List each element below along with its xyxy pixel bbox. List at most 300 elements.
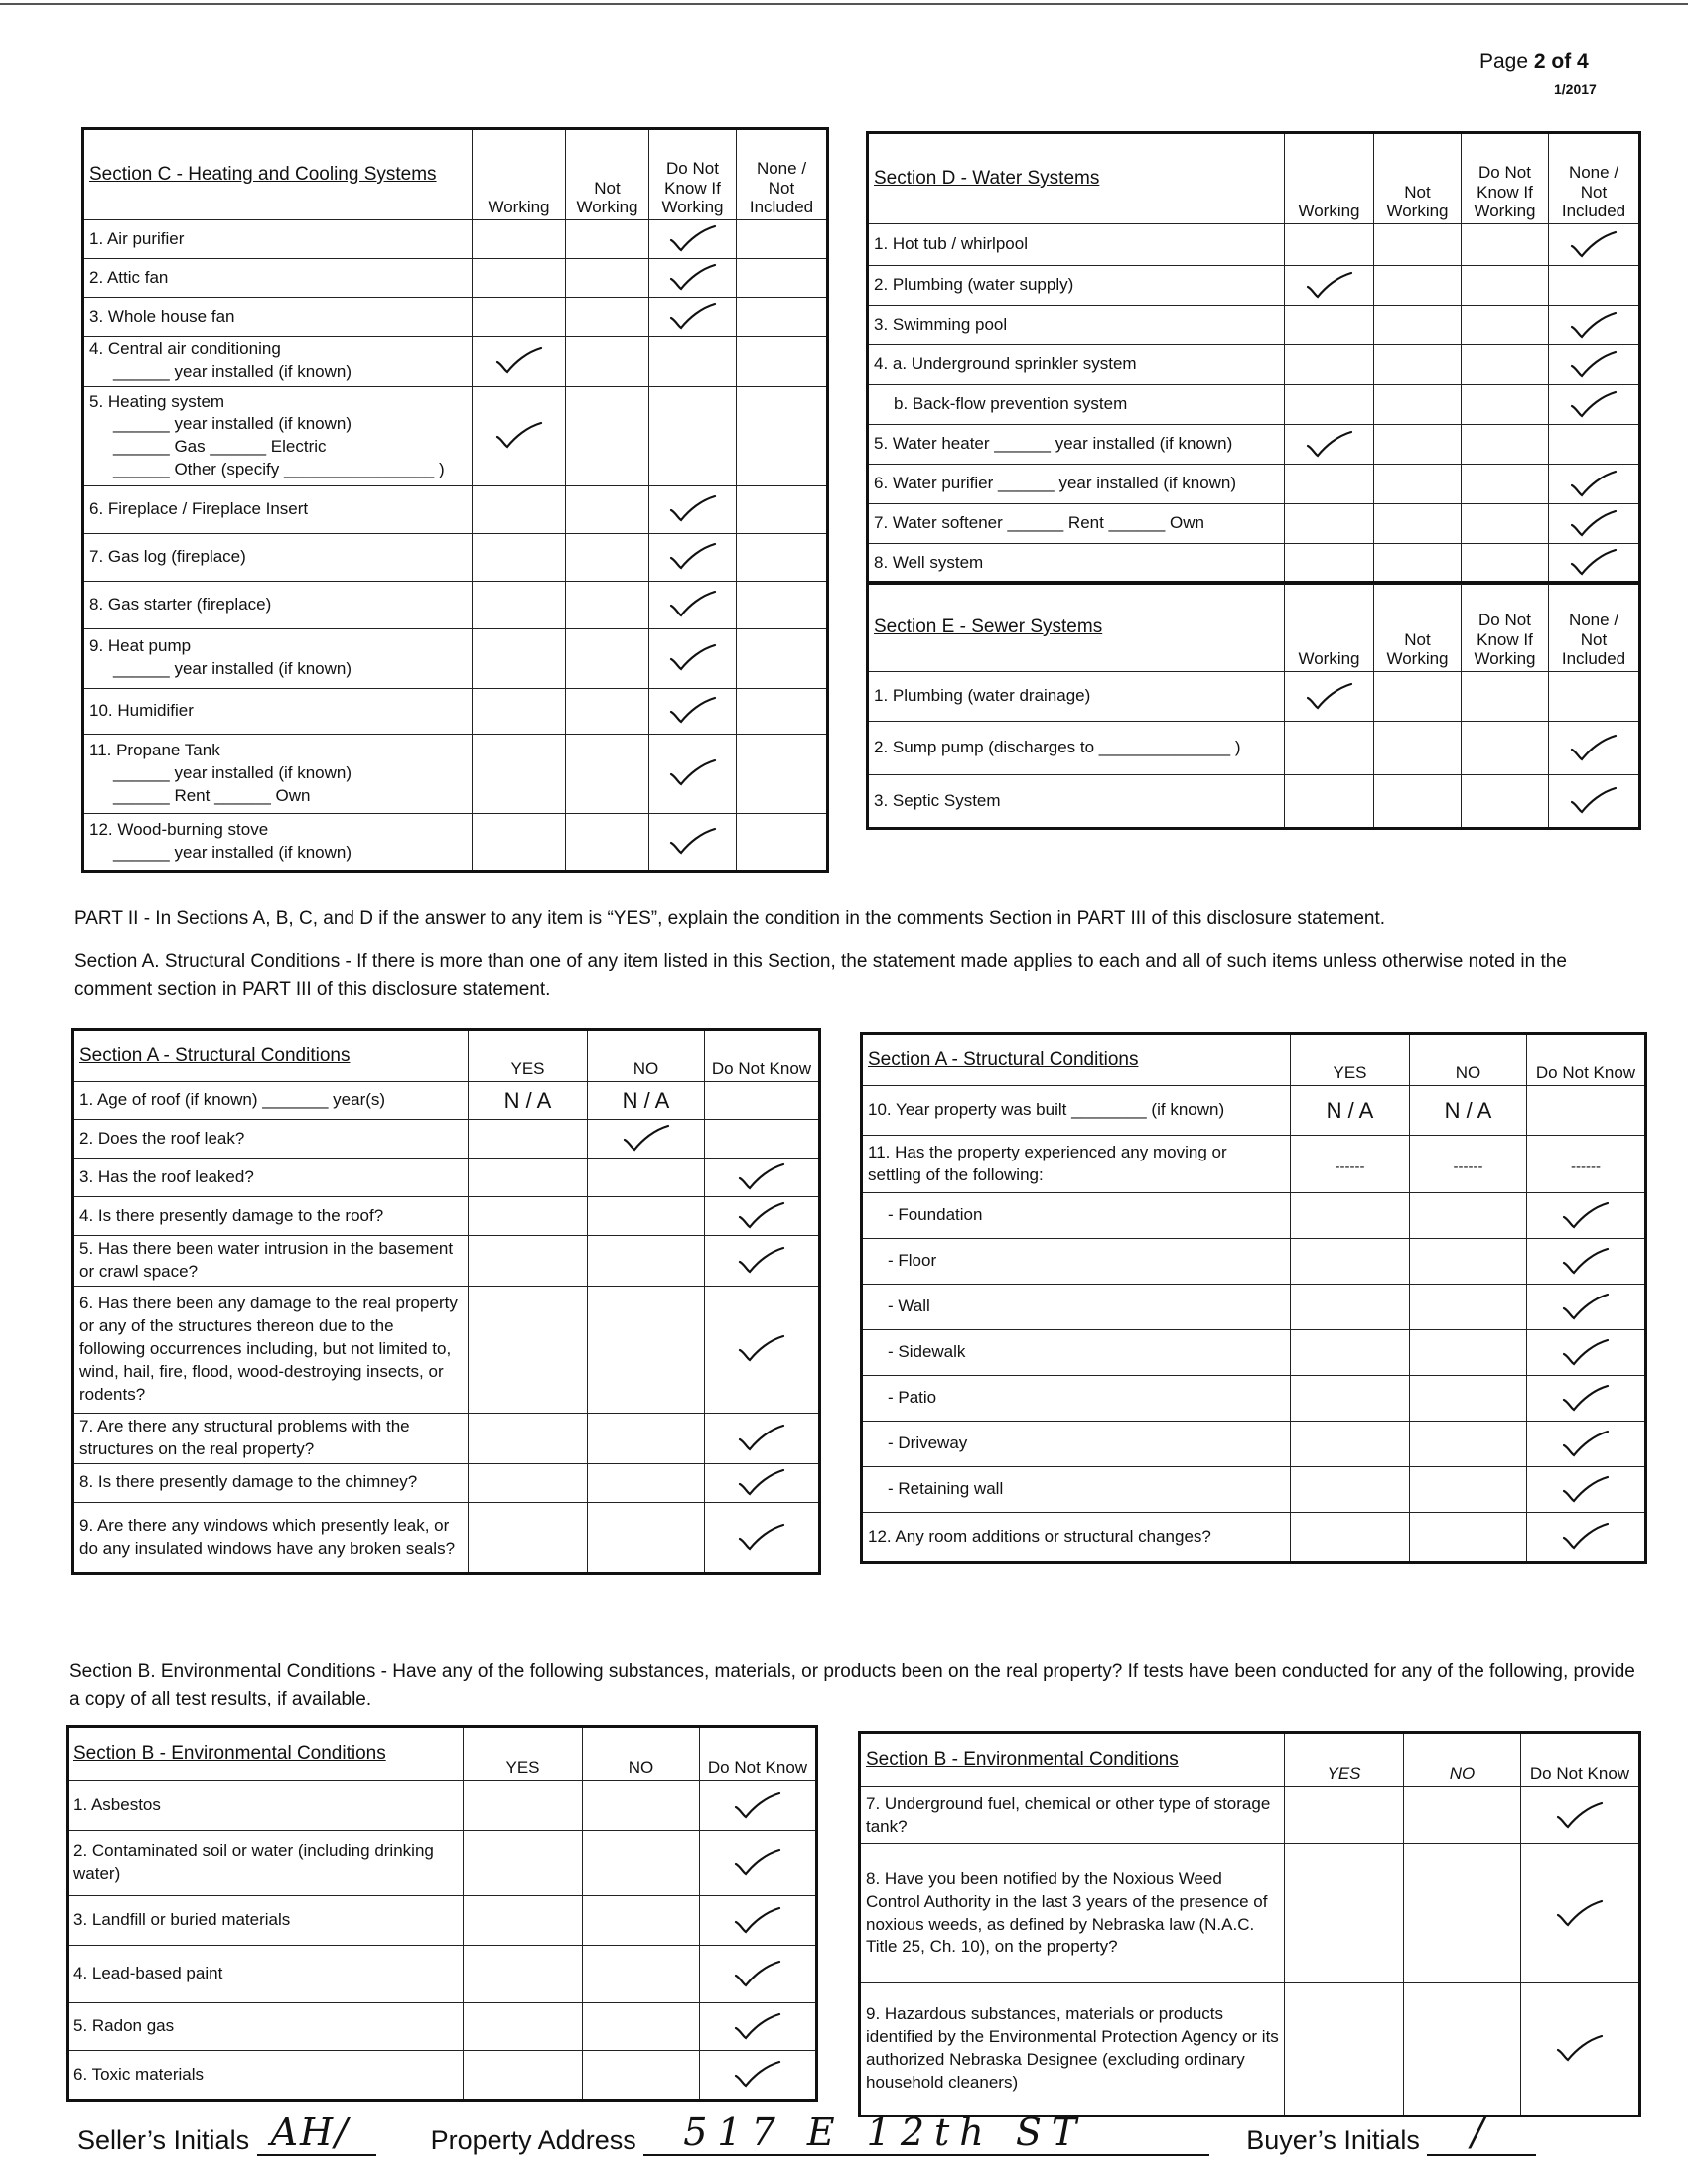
row-label bbox=[862, 1193, 1291, 1239]
answer-cell-dnk[interactable] bbox=[1521, 1983, 1640, 2116]
row-label-text: 3. Landfill or buried materials bbox=[73, 1910, 291, 1930]
section-a-intro-text: If there is more than one of any item listed in this Section, the statement made applies to each and all of such items unless otherwise noted in the comment section in PART III of this disclosure statement. bbox=[74, 951, 1567, 1000]
answer-cell-notworking[interactable] bbox=[566, 386, 649, 485]
row-label bbox=[860, 1787, 1285, 1844]
answer-cell-dnk[interactable] bbox=[705, 1082, 820, 1120]
col-no: NO bbox=[1404, 1733, 1521, 1787]
row-label bbox=[73, 1082, 469, 1120]
row-label bbox=[868, 722, 1285, 775]
answer-cell-yes[interactable] bbox=[464, 1946, 583, 2003]
answer-cell-yes[interactable] bbox=[1291, 1513, 1410, 1563]
answer-cell-notworking[interactable] bbox=[566, 220, 649, 259]
check-mark-icon bbox=[1554, 348, 1633, 382]
check-mark-icon bbox=[1554, 468, 1633, 501]
answer-cell-working[interactable] bbox=[1285, 544, 1374, 584]
answer-cell-no[interactable] bbox=[588, 1413, 705, 1463]
section-b-left-title: Section B - Environmental Conditions bbox=[68, 1727, 464, 1781]
answer-cell-yes[interactable] bbox=[469, 1159, 588, 1197]
answer-cell-dnk[interactable] bbox=[1462, 504, 1549, 544]
row-label bbox=[68, 1946, 464, 2003]
answer-cell-none[interactable] bbox=[1549, 722, 1640, 775]
row-label-text: 5. Water heater ______ year installed (if known) bbox=[874, 434, 1233, 454]
answer-cell-working[interactable] bbox=[1285, 345, 1374, 385]
answer-cell-notworking[interactable] bbox=[1374, 544, 1462, 584]
answer-cell-working[interactable] bbox=[1285, 385, 1374, 425]
answer-cell-no[interactable] bbox=[583, 1946, 700, 2003]
row-label bbox=[83, 298, 473, 337]
answer-cell-no[interactable] bbox=[1410, 1422, 1527, 1467]
answer-cell-dnk[interactable] bbox=[1462, 345, 1549, 385]
answer-cell-dnk[interactable] bbox=[705, 1159, 820, 1197]
answer-cell-notworking[interactable] bbox=[1374, 672, 1462, 722]
answer-text: ------ bbox=[1571, 1158, 1601, 1175]
table-row bbox=[83, 259, 828, 298]
section-a-right-table bbox=[860, 1032, 1647, 1564]
answer-cell-dnk[interactable] bbox=[1462, 544, 1549, 584]
answer-cell-dnk[interactable] bbox=[649, 533, 737, 581]
check-mark-icon bbox=[1554, 507, 1633, 541]
col-no: NO bbox=[1410, 1034, 1527, 1086]
answer-cell-no[interactable] bbox=[588, 1159, 705, 1197]
answer-cell-yes[interactable] bbox=[464, 1896, 583, 1946]
table-row bbox=[83, 581, 828, 628]
table-row bbox=[73, 1502, 820, 1573]
answer-cell-no[interactable] bbox=[588, 1236, 705, 1287]
check-mark-icon bbox=[1554, 732, 1633, 765]
answer-cell-yes[interactable] bbox=[1291, 1193, 1410, 1239]
row-label-text: 6. Toxic materials bbox=[73, 2064, 205, 2084]
answer-cell-notworking[interactable] bbox=[566, 485, 649, 533]
row-label-text: 10. Humidifier bbox=[89, 700, 194, 720]
answer-cell-dnk[interactable] bbox=[649, 688, 737, 734]
answer-cell-working[interactable] bbox=[473, 485, 566, 533]
answer-cell-yes[interactable] bbox=[469, 1413, 588, 1463]
table-row bbox=[83, 688, 828, 734]
answer-cell-no[interactable] bbox=[588, 1120, 705, 1159]
section-b-intro-lead: Section B. Environmental Conditions - bbox=[70, 1661, 393, 1682]
check-mark-icon bbox=[1532, 1473, 1639, 1507]
answer-cell-notworking[interactable] bbox=[1374, 266, 1462, 306]
row-sublabel: ______ year installed (if known) bbox=[113, 361, 352, 381]
row-label bbox=[868, 425, 1285, 465]
table-row bbox=[862, 1330, 1646, 1376]
check-mark-icon bbox=[1532, 1199, 1639, 1233]
check-mark-icon bbox=[1532, 1245, 1639, 1279]
answer-cell-working[interactable] bbox=[473, 734, 566, 813]
answer-cell-dnk[interactable] bbox=[700, 1896, 817, 1946]
answer-cell-notworking[interactable] bbox=[566, 533, 649, 581]
answer-cell-working[interactable] bbox=[473, 813, 566, 871]
answer-cell-none[interactable] bbox=[737, 813, 828, 871]
answer-cell-dnk[interactable] bbox=[1527, 1422, 1646, 1467]
row-label-text: 12. Wood-burning stove bbox=[89, 819, 269, 839]
answer-cell-no[interactable] bbox=[1410, 1193, 1527, 1239]
row-label bbox=[862, 1422, 1291, 1467]
answer-cell-dnk[interactable] bbox=[649, 485, 737, 533]
table-row bbox=[860, 1983, 1640, 2116]
answer-cell-none[interactable] bbox=[1549, 775, 1640, 829]
answer-cell-dnk[interactable] bbox=[1527, 1467, 1646, 1513]
check-mark-icon bbox=[1554, 784, 1633, 818]
answer-cell-yes[interactable] bbox=[1285, 1844, 1404, 1983]
col-not-working: Not Working bbox=[1374, 583, 1462, 672]
answer-cell-dnk[interactable] bbox=[649, 220, 737, 259]
answer-cell-notworking[interactable] bbox=[1374, 504, 1462, 544]
answer-cell-none[interactable] bbox=[737, 485, 828, 533]
row-label bbox=[868, 504, 1285, 544]
answer-cell-yes[interactable] bbox=[1291, 1285, 1410, 1330]
answer-cell-dnk[interactable] bbox=[1527, 1193, 1646, 1239]
answer-cell-dnk[interactable] bbox=[705, 1413, 820, 1463]
row-label bbox=[68, 2003, 464, 2051]
table-row bbox=[68, 1781, 817, 1831]
row-label bbox=[73, 1463, 469, 1502]
row-label bbox=[68, 1781, 464, 1831]
row-label bbox=[83, 813, 473, 871]
answer-cell-none[interactable] bbox=[737, 734, 828, 813]
answer-cell-none[interactable] bbox=[1549, 425, 1640, 465]
section-b-intro-text: Have any of the following substances, materials, or products been on the real property? If tests have been conducted for any of the following, provide a copy of all test results, if available. bbox=[70, 1661, 1635, 1709]
answer-cell-dnk[interactable] bbox=[649, 734, 737, 813]
row-label bbox=[83, 628, 473, 688]
row-label-text: b. Back-flow prevention system bbox=[894, 394, 1128, 414]
answer-cell-no[interactable] bbox=[1410, 1376, 1527, 1422]
check-mark-icon bbox=[1532, 1428, 1639, 1461]
answer-cell-working[interactable] bbox=[1285, 465, 1374, 504]
col-working: Working bbox=[1285, 133, 1374, 224]
table-row bbox=[868, 385, 1640, 425]
answer-cell-dnk[interactable] bbox=[1462, 465, 1549, 504]
answer-cell-none[interactable] bbox=[737, 628, 828, 688]
answer-cell-no[interactable] bbox=[1410, 1330, 1527, 1376]
answer-cell-none[interactable] bbox=[737, 220, 828, 259]
answer-cell-dnk[interactable] bbox=[705, 1120, 820, 1159]
answer-cell-dnk[interactable] bbox=[1527, 1086, 1646, 1136]
row-label bbox=[860, 1983, 1285, 2116]
answer-cell-no[interactable] bbox=[583, 1781, 700, 1831]
property-address-field[interactable] bbox=[643, 2111, 1209, 2156]
answer-cell-dnk[interactable] bbox=[649, 259, 737, 298]
answer-cell-working[interactable] bbox=[473, 386, 566, 485]
answer-cell-none[interactable] bbox=[1549, 504, 1640, 544]
row-label bbox=[862, 1136, 1291, 1193]
answer-cell-none[interactable] bbox=[1549, 306, 1640, 345]
answer-cell-dnk[interactable] bbox=[649, 581, 737, 628]
answer-cell-working[interactable] bbox=[1285, 722, 1374, 775]
answer-cell-yes[interactable] bbox=[1291, 1422, 1410, 1467]
row-label-text: - Driveway bbox=[888, 1433, 968, 1453]
table-row bbox=[862, 1086, 1646, 1136]
answer-cell-no[interactable] bbox=[588, 1197, 705, 1236]
row-label bbox=[68, 1831, 464, 1896]
answer-cell-dnk[interactable] bbox=[1521, 1787, 1640, 1844]
answer-cell-none[interactable] bbox=[1549, 345, 1640, 385]
table-row bbox=[868, 504, 1640, 544]
answer-cell-dnk[interactable] bbox=[649, 337, 737, 387]
answer-cell-dnk[interactable] bbox=[1462, 425, 1549, 465]
answer-cell-dnk[interactable] bbox=[1527, 1285, 1646, 1330]
answer-cell-no[interactable] bbox=[1410, 1136, 1527, 1193]
row-label bbox=[862, 1285, 1291, 1330]
check-mark-icon bbox=[710, 1160, 813, 1194]
answer-cell-yes[interactable] bbox=[469, 1463, 588, 1502]
answer-cell-notworking[interactable] bbox=[566, 688, 649, 734]
answer-cell-no[interactable] bbox=[583, 1831, 700, 1896]
answer-cell-dnk[interactable] bbox=[700, 1781, 817, 1831]
answer-cell-none[interactable] bbox=[1549, 224, 1640, 266]
row-label bbox=[862, 1467, 1291, 1513]
answer-cell-yes[interactable] bbox=[469, 1082, 588, 1120]
answer-cell-yes[interactable] bbox=[464, 1831, 583, 1896]
answer-text: N / A bbox=[1326, 1097, 1374, 1123]
answer-cell-dnk[interactable] bbox=[1462, 385, 1549, 425]
answer-cell-dnk[interactable] bbox=[705, 1236, 820, 1287]
table-row bbox=[868, 722, 1640, 775]
row-label-text: 7. Underground fuel, chemical or other type of storage tank? bbox=[866, 1793, 1271, 1836]
section-a-intro-lead: Section A. Structural Conditions - bbox=[74, 951, 357, 972]
answer-cell-working[interactable] bbox=[473, 581, 566, 628]
table-row bbox=[83, 337, 828, 387]
answer-cell-working[interactable] bbox=[473, 533, 566, 581]
answer-cell-none[interactable] bbox=[737, 581, 828, 628]
answer-cell-notworking[interactable] bbox=[1374, 345, 1462, 385]
answer-cell-no[interactable] bbox=[1410, 1467, 1527, 1513]
answer-cell-yes[interactable] bbox=[1291, 1239, 1410, 1285]
answer-cell-none[interactable] bbox=[1549, 465, 1640, 504]
row-label-text: 6. Water purifier ______ year installed (if known) bbox=[874, 474, 1237, 493]
answer-cell-no[interactable] bbox=[583, 2003, 700, 2051]
answer-cell-notworking[interactable] bbox=[1374, 224, 1462, 266]
answer-cell-dnk[interactable] bbox=[700, 2003, 817, 2051]
answer-cell-no[interactable] bbox=[588, 1082, 705, 1120]
answer-cell-none[interactable] bbox=[737, 259, 828, 298]
answer-cell-working[interactable] bbox=[1285, 224, 1374, 266]
row-label-text: 4. Is there presently damage to the roof? bbox=[79, 1205, 384, 1225]
answer-cell-notworking[interactable] bbox=[1374, 425, 1462, 465]
row-label bbox=[73, 1197, 469, 1236]
answer-cell-dnk[interactable] bbox=[700, 1831, 817, 1896]
row-label-text: 8. Is there presently damage to the chimney? bbox=[79, 1472, 418, 1492]
col-dnk: Do Not Know bbox=[1521, 1733, 1640, 1787]
answer-cell-yes[interactable] bbox=[1291, 1376, 1410, 1422]
answer-cell-no[interactable] bbox=[583, 2051, 700, 2101]
answer-cell-yes[interactable] bbox=[1291, 1467, 1410, 1513]
table-row bbox=[83, 813, 828, 871]
answer-cell-working[interactable] bbox=[473, 337, 566, 387]
answer-cell-notworking[interactable] bbox=[566, 298, 649, 337]
answer-cell-notworking[interactable] bbox=[566, 337, 649, 387]
answer-cell-dnk[interactable] bbox=[649, 628, 737, 688]
answer-cell-notworking[interactable] bbox=[1374, 775, 1462, 829]
answer-cell-no[interactable] bbox=[1410, 1239, 1527, 1285]
answer-cell-working[interactable] bbox=[1285, 504, 1374, 544]
row-label bbox=[73, 1236, 469, 1287]
answer-cell-notworking[interactable] bbox=[566, 581, 649, 628]
answer-cell-no[interactable] bbox=[588, 1502, 705, 1573]
answer-cell-dnk[interactable] bbox=[1527, 1136, 1646, 1193]
answer-cell-notworking[interactable] bbox=[566, 734, 649, 813]
answer-cell-notworking[interactable] bbox=[1374, 385, 1462, 425]
section-d-title: Section D - Water Systems bbox=[868, 133, 1285, 224]
answer-cell-working[interactable] bbox=[473, 628, 566, 688]
table-row bbox=[868, 465, 1640, 504]
answer-cell-working[interactable] bbox=[1285, 672, 1374, 722]
answer-cell-notworking[interactable] bbox=[566, 628, 649, 688]
answer-cell-notworking[interactable] bbox=[566, 813, 649, 871]
answer-cell-no[interactable] bbox=[588, 1286, 705, 1413]
answer-cell-no[interactable] bbox=[1404, 1983, 1521, 2116]
check-mark-icon bbox=[1526, 1799, 1633, 1833]
check-mark-icon bbox=[1526, 2032, 1633, 2066]
answer-cell-dnk[interactable] bbox=[1521, 1844, 1640, 1983]
answer-cell-dnk[interactable] bbox=[1527, 1330, 1646, 1376]
answer-cell-no[interactable] bbox=[1410, 1513, 1527, 1563]
answer-cell-dnk[interactable] bbox=[1462, 722, 1549, 775]
table-row bbox=[868, 266, 1640, 306]
answer-cell-no[interactable] bbox=[583, 1896, 700, 1946]
answer-cell-yes[interactable] bbox=[469, 1236, 588, 1287]
answer-cell-working[interactable] bbox=[1285, 306, 1374, 345]
answer-cell-yes[interactable] bbox=[469, 1502, 588, 1573]
answer-cell-no[interactable] bbox=[1410, 1086, 1527, 1136]
answer-cell-dnk[interactable] bbox=[700, 2051, 817, 2101]
col-dnk: Do Not Know If Working bbox=[649, 129, 737, 220]
answer-cell-yes[interactable] bbox=[464, 2051, 583, 2101]
section-b-left-table bbox=[66, 1725, 818, 2102]
row-label-text: 9. Heat pump bbox=[89, 636, 192, 656]
col-yes: YES bbox=[1285, 1733, 1404, 1787]
answer-cell-none[interactable] bbox=[1549, 672, 1640, 722]
answer-cell-none[interactable] bbox=[1549, 544, 1640, 584]
row-label bbox=[68, 1896, 464, 1946]
answer-cell-dnk[interactable] bbox=[1462, 224, 1549, 266]
answer-cell-none[interactable] bbox=[1549, 385, 1640, 425]
table-row bbox=[68, 1896, 817, 1946]
row-label bbox=[862, 1239, 1291, 1285]
check-mark-icon bbox=[1526, 1897, 1633, 1931]
footer bbox=[77, 2111, 1536, 2156]
answer-cell-yes[interactable] bbox=[1291, 1136, 1410, 1193]
section-a-intro bbox=[74, 948, 1643, 1003]
answer-cell-working[interactable] bbox=[1285, 266, 1374, 306]
answer-cell-yes[interactable] bbox=[469, 1286, 588, 1413]
answer-cell-none[interactable] bbox=[1549, 266, 1640, 306]
answer-cell-working[interactable] bbox=[473, 298, 566, 337]
answer-cell-dnk[interactable] bbox=[1527, 1513, 1646, 1563]
check-mark-icon bbox=[1290, 269, 1368, 303]
answer-cell-yes[interactable] bbox=[469, 1197, 588, 1236]
check-mark-icon bbox=[705, 1846, 810, 1880]
property-address-value: 517 E 12th ST bbox=[683, 2111, 1087, 2154]
answer-cell-dnk[interactable] bbox=[705, 1463, 820, 1502]
check-mark-icon bbox=[654, 261, 731, 295]
answer-cell-notworking[interactable] bbox=[1374, 306, 1462, 345]
row-sublabel: ______ year installed (if known) bbox=[113, 414, 352, 434]
answer-cell-dnk[interactable] bbox=[700, 1946, 817, 2003]
col-not-working: Not Working bbox=[566, 129, 649, 220]
col-none: None / Not Included bbox=[737, 129, 828, 220]
check-mark-icon bbox=[1532, 1520, 1639, 1554]
check-mark-icon bbox=[654, 222, 731, 256]
row-label-text: - Floor bbox=[888, 1251, 937, 1271]
answer-cell-dnk[interactable] bbox=[1527, 1376, 1646, 1422]
answer-cell-working[interactable] bbox=[473, 688, 566, 734]
answer-cell-none[interactable] bbox=[737, 386, 828, 485]
answer-cell-working[interactable] bbox=[473, 259, 566, 298]
answer-cell-dnk[interactable] bbox=[649, 813, 737, 871]
row-label-text: 2. Does the roof leak? bbox=[79, 1128, 245, 1148]
answer-cell-dnk[interactable] bbox=[705, 1197, 820, 1236]
answer-cell-none[interactable] bbox=[737, 688, 828, 734]
answer-cell-dnk[interactable] bbox=[1462, 672, 1549, 722]
answer-cell-dnk[interactable] bbox=[649, 386, 737, 485]
answer-cell-notworking[interactable] bbox=[566, 259, 649, 298]
answer-cell-yes[interactable] bbox=[1291, 1086, 1410, 1136]
row-label-text: - Retaining wall bbox=[888, 1479, 1004, 1499]
row-label-text: 11. Has the property experienced any moving or settling of the following: bbox=[868, 1142, 1227, 1184]
answer-cell-yes[interactable] bbox=[464, 1781, 583, 1831]
col-none: None / Not Included bbox=[1549, 583, 1640, 672]
row-label bbox=[73, 1120, 469, 1159]
answer-cell-dnk[interactable] bbox=[649, 298, 737, 337]
check-mark-icon bbox=[1290, 680, 1368, 714]
answer-cell-dnk[interactable] bbox=[1462, 266, 1549, 306]
col-no: NO bbox=[583, 1727, 700, 1781]
row-label bbox=[868, 266, 1285, 306]
table-row bbox=[68, 1946, 817, 2003]
table-row bbox=[73, 1463, 820, 1502]
answer-cell-notworking[interactable] bbox=[1374, 722, 1462, 775]
answer-cell-dnk[interactable] bbox=[1462, 775, 1549, 829]
check-mark-icon bbox=[710, 1466, 813, 1500]
section-b-right-title: Section B - Environmental Conditions bbox=[860, 1733, 1285, 1787]
answer-cell-yes[interactable] bbox=[1285, 1983, 1404, 2116]
buyer-initials-field[interactable] bbox=[1427, 2111, 1536, 2156]
section-b-right-table bbox=[858, 1731, 1641, 2117]
answer-cell-no[interactable] bbox=[1404, 1787, 1521, 1844]
answer-cell-notworking[interactable] bbox=[1374, 465, 1462, 504]
row-label bbox=[83, 386, 473, 485]
check-mark-icon bbox=[654, 756, 731, 790]
answer-cell-dnk[interactable] bbox=[1527, 1239, 1646, 1285]
table-row bbox=[73, 1286, 820, 1413]
check-mark-icon bbox=[1554, 546, 1633, 580]
answer-cell-working[interactable] bbox=[1285, 775, 1374, 829]
answer-cell-none[interactable] bbox=[737, 337, 828, 387]
answer-cell-none[interactable] bbox=[737, 298, 828, 337]
answer-cell-dnk[interactable] bbox=[705, 1286, 820, 1413]
seller-initials-field[interactable] bbox=[257, 2111, 376, 2156]
col-working: Working bbox=[1285, 583, 1374, 672]
row-label bbox=[868, 345, 1285, 385]
answer-cell-dnk[interactable] bbox=[1462, 306, 1549, 345]
answer-cell-no[interactable] bbox=[1410, 1285, 1527, 1330]
answer-cell-working[interactable] bbox=[473, 220, 566, 259]
answer-cell-no[interactable] bbox=[1404, 1844, 1521, 1983]
col-dnk: Do Not Know bbox=[1527, 1034, 1646, 1086]
answer-cell-none[interactable] bbox=[737, 533, 828, 581]
answer-cell-yes[interactable] bbox=[1291, 1330, 1410, 1376]
row-label-text: 12. Any room additions or structural changes? bbox=[868, 1526, 1211, 1546]
row-label bbox=[868, 775, 1285, 829]
answer-cell-no[interactable] bbox=[588, 1463, 705, 1502]
answer-cell-dnk[interactable] bbox=[705, 1502, 820, 1573]
answer-cell-yes[interactable] bbox=[1285, 1787, 1404, 1844]
col-dnk: Do Not Know bbox=[700, 1727, 817, 1781]
answer-cell-working[interactable] bbox=[1285, 425, 1374, 465]
answer-cell-yes[interactable] bbox=[464, 2003, 583, 2051]
answer-cell-yes[interactable] bbox=[469, 1120, 588, 1159]
